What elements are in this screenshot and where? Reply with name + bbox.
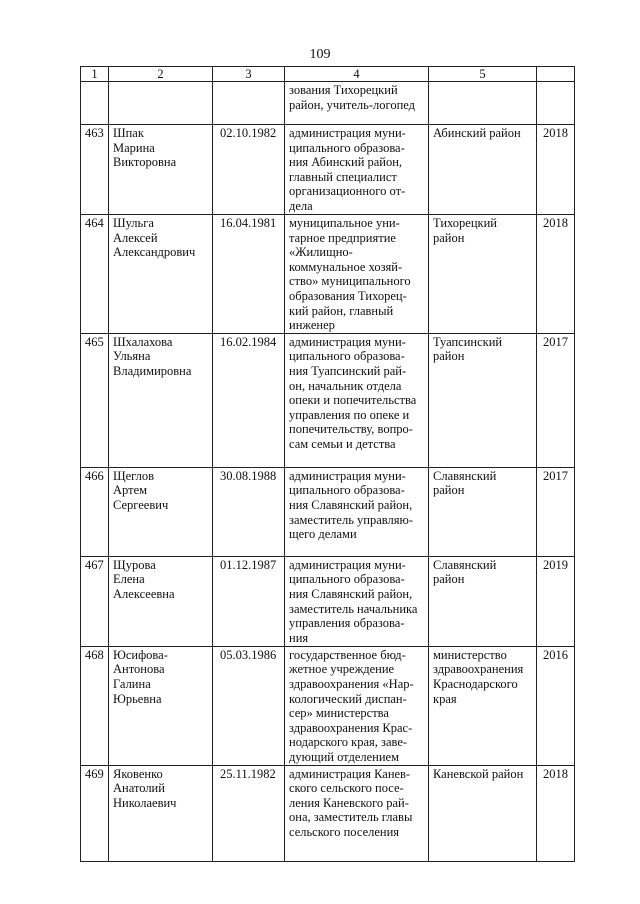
column-header: 3 <box>213 67 285 82</box>
cell-year: 2018 <box>537 125 575 215</box>
table-row <box>81 333 575 467</box>
cell-number: 468 <box>81 646 109 765</box>
table-row <box>81 646 575 765</box>
column-header: 5 <box>429 67 537 82</box>
column-header: 1 <box>81 67 109 82</box>
cell-year: 2017 <box>537 333 575 467</box>
cell-birth-date: 16.04.1981 <box>213 215 285 334</box>
work-text: администрация Канев- ского сельского посе- ления Каневского рай- она, заместитель главы сельского поселения <box>289 766 413 839</box>
cell-number: 466 <box>81 467 109 556</box>
region-text: Тихорецкий район <box>433 216 497 245</box>
work-text: администрация муни- ципального образова- ния Славянский район, заместитель начальника управления образова- ния <box>289 557 418 645</box>
registry-table <box>80 66 575 862</box>
work-text: администрация муни- ципального образова- ния Абинский район, главный специалист организационного от- дела <box>289 126 406 213</box>
name-text: Шхалахова Ульяна Владимировна <box>113 334 192 378</box>
region-text: Туапсинский район <box>433 334 503 364</box>
cell-year: 2018 <box>537 765 575 861</box>
cell-workplace <box>285 333 429 467</box>
cell-birth-date: 05.03.1986 <box>213 646 285 765</box>
cell-workplace <box>285 646 429 765</box>
cell-region <box>429 215 537 334</box>
cell-region <box>429 646 537 765</box>
cell-region <box>429 556 537 646</box>
region-text: министерство здравоохранения Краснодарского края <box>433 647 524 706</box>
cell-name <box>109 646 213 765</box>
cell-number: 469 <box>81 765 109 861</box>
cell-name <box>109 467 213 556</box>
name-text: Шульга Алексей Александрович <box>113 216 196 260</box>
cell-workplace <box>285 556 429 646</box>
cell-workplace <box>285 467 429 556</box>
column-header: 2 <box>109 67 213 82</box>
work-text: администрация муни- ципального образова- ния Туапсинский рай- он, начальник отдела опеки и попечительства управления по опеке и попечительству, вопро- сам семьи и детства <box>289 334 417 451</box>
cell-number: 464 <box>81 215 109 334</box>
work-text: муниципальное уни- тарное предприятие «Жилищно- коммунальное хозяй- ство» муниципального образования Тихорец- кий район, главный инженер <box>289 216 411 333</box>
cell-birth-date: 01.12.1987 <box>213 556 285 646</box>
cell-region <box>429 467 537 556</box>
cell-empty <box>429 82 537 125</box>
cell-workplace <box>285 125 429 215</box>
column-header: 4 <box>285 67 429 82</box>
region-text: Славянский район <box>433 468 497 498</box>
cell-year: 2019 <box>537 556 575 646</box>
cell-name <box>109 215 213 334</box>
table-row <box>81 467 575 556</box>
cell-empty <box>109 82 213 125</box>
region-text: Абинский район <box>433 126 521 140</box>
table-row <box>81 215 575 334</box>
cell-birth-date: 16.02.1984 <box>213 333 285 467</box>
cell-empty <box>537 82 575 125</box>
cell-name <box>109 333 213 467</box>
cell-year: 2017 <box>537 467 575 556</box>
cell-region <box>429 333 537 467</box>
cell-birth-date: 30.08.1988 <box>213 467 285 556</box>
name-text: Шпак Марина Викторовна <box>113 126 177 170</box>
table-row <box>81 556 575 646</box>
name-text: Яковенко Анатолий Николаевич <box>113 766 177 810</box>
cell-empty <box>213 82 285 125</box>
cell-region <box>429 125 537 215</box>
cell-empty <box>81 82 109 125</box>
name-text: Щеглов Артем Сергеевич <box>113 468 169 512</box>
cell-name <box>109 765 213 861</box>
cell-work-continuation <box>285 82 429 125</box>
name-text: Щурова Елена Алексеевна <box>113 557 175 601</box>
cell-number: 465 <box>81 333 109 467</box>
cell-name <box>109 125 213 215</box>
cell-number: 467 <box>81 556 109 646</box>
work-text: администрация муни- ципального образова- ния Славянский район, заместитель управляю- щего делами <box>289 468 413 542</box>
name-text: Юсифова- Антонова Галина Юрьевна <box>113 647 168 706</box>
cell-name <box>109 556 213 646</box>
cell-year: 2018 <box>537 215 575 334</box>
table-row <box>81 765 575 861</box>
region-text: Каневской район <box>433 766 524 781</box>
column-header <box>537 67 575 82</box>
cell-birth-date: 02.10.1982 <box>213 125 285 215</box>
table-row <box>81 125 575 215</box>
cell-region <box>429 765 537 861</box>
region-text: Славянский район <box>433 557 497 587</box>
cell-workplace <box>285 215 429 334</box>
cell-workplace <box>285 765 429 861</box>
work-text: государственное бюд- жетное учреждение здравоохранения «Нар- кологический диспан- сер» министерства здравоохранения Крас- нодарского края, заве- дующий отделением <box>289 647 414 764</box>
table-header-row <box>81 67 575 82</box>
cell-year: 2016 <box>537 646 575 765</box>
cell-birth-date: 25.11.1982 <box>213 765 285 861</box>
cell-number: 463 <box>81 125 109 215</box>
page-number: 109 <box>309 47 331 62</box>
work-text: зования Тихорецкий район, учитель-логопед <box>289 83 416 112</box>
table-row-continuation <box>81 82 575 125</box>
